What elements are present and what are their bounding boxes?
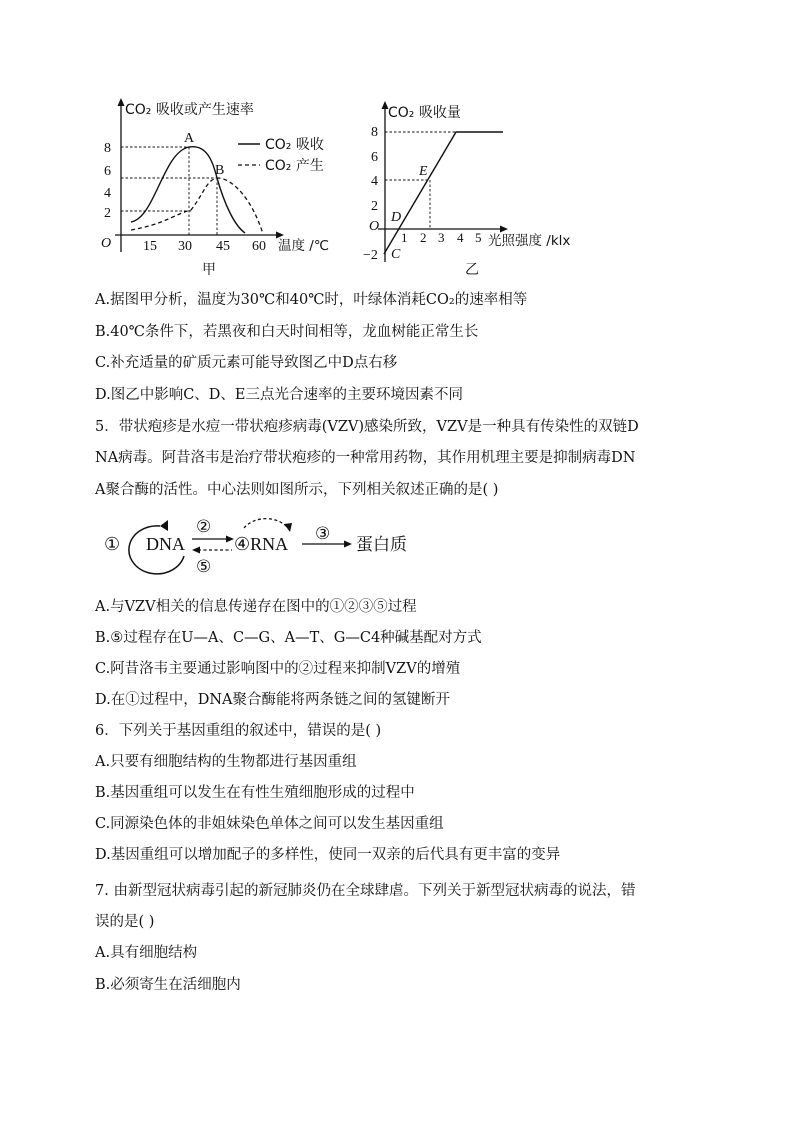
figure-yi [360, 92, 610, 282]
q5-stem-line1: 5．带状疱疹是水痘一带状疱疹病毒(VZV)感染所致，VZV是一种具有传染性的双链D [95, 419, 639, 435]
q5-option-a: A.与VZV相关的信息传递存在图中的①②③⑤过程 [95, 599, 417, 615]
yi-xtick: 5 [475, 230, 482, 245]
jia-ytick: 4 [104, 186, 111, 201]
yi-ytick: 2 [371, 199, 378, 214]
q4-option-b: B.40℃条件下，若黑夜和白天时间相等，龙血树能正常生长 [95, 324, 479, 340]
yi-caption: 乙 [465, 262, 479, 278]
jia-ylabel: CO₂ 吸收或产生速率 [125, 102, 254, 118]
dogma-label-1: ① [104, 534, 121, 554]
jia-ytick: 2 [104, 206, 111, 221]
q5-stem-line2: NA病毒。阿昔洛韦是治疗带状疱疹的一种常用药物，其作用机理主要是抑制病毒DN [95, 450, 636, 466]
yi-ylabel: CO₂ 吸收量 [388, 105, 461, 121]
q4-option-d: D.图乙中影响C、D、E三点光合速率的主要环境因素不同 [95, 387, 464, 403]
q5-option-b: B.⑤过程存在U—A、C—G、A—T、G—C4种碱基配对方式 [95, 630, 482, 646]
q5-option-c: C.阿昔洛韦主要通过影响图中的②过程来抑制VZV的增殖 [95, 661, 461, 677]
yi-ytick: 6 [371, 150, 378, 165]
jia-ytick: 8 [104, 141, 111, 156]
yi-xtick: 3 [438, 230, 445, 245]
dogma-transcription-arrow [226, 536, 234, 543]
jia-legend-absorb: CO₂ 吸收 [265, 137, 324, 153]
jia-caption: 甲 [202, 262, 216, 278]
yi-origin: O [369, 219, 380, 234]
jia-origin: O [101, 236, 112, 251]
yi-point-d: D [391, 210, 402, 225]
q6-option-a: A.只要有细胞结构的生物都进行基因重组 [95, 754, 357, 770]
yi-ytick: −2 [363, 248, 378, 263]
q6-option-d: D.基因重组可以增加配子的多样性，使同一双亲的后代具有更丰富的变异 [95, 847, 561, 863]
dogma-rna: ④RNA [234, 534, 289, 554]
yi-xtick: 2 [420, 230, 427, 245]
yi-ytick: 8 [371, 125, 378, 140]
jia-xtick: 15 [143, 239, 157, 254]
dogma-dna: DNA [146, 534, 185, 554]
jia-produce-curve [131, 178, 263, 234]
jia-point-a: A [184, 131, 195, 146]
q7-stem-line1: 7. 由新型冠状病毒引起的新冠肺炎仍在全球肆虐。下列关于新型冠状病毒的说法，错 [95, 883, 636, 899]
jia-xtick: 30 [178, 239, 192, 254]
central-dogma-diagram [100, 510, 430, 580]
q7-option-b: B.必须寄生在活细胞内 [95, 977, 241, 993]
yi-xlabel: 光照强度 /klx [488, 233, 571, 249]
q7-option-a: A.具有细胞结构 [95, 945, 198, 961]
yi-point-c: C [391, 247, 401, 262]
jia-legend-produce: CO₂ 产生 [265, 158, 324, 174]
q5-option-d: D.在①过程中，DNA聚合酶能将两条链之间的氢键断开 [95, 692, 451, 708]
q4-option-c: C.补充适量的矿质元素可能导致图乙中D点右移 [95, 355, 398, 371]
dogma-translation-arrow [344, 541, 352, 548]
q4-option-a: A.据图甲分析，温度为30℃和40℃时，叶绿体消耗CO₂的速率相等 [95, 292, 528, 308]
dogma-protein: 蛋白质 [356, 535, 407, 555]
dogma-label-3: ③ [315, 524, 331, 543]
q6-option-c: C.同源染色体的非姐妹染色单体之间可以发生基因重组 [95, 816, 444, 832]
yi-xtick: 1 [401, 230, 408, 245]
jia-xlabel: 温度 /℃ [278, 238, 330, 254]
jia-absorb-curve [131, 147, 245, 233]
q7-stem-line2: 误的是( ) [95, 914, 155, 930]
jia-xtick: 60 [252, 239, 266, 254]
q6-stem: 6．下列关于基因重组的叙述中，错误的是( ) [95, 723, 382, 739]
dogma-label-2: ② [196, 517, 212, 536]
dogma-replication-arrow [160, 520, 168, 531]
yi-point-e: E [419, 164, 428, 179]
figure-jia [95, 92, 355, 282]
yi-x-arrow [500, 226, 508, 233]
jia-ytick: 6 [104, 164, 111, 179]
jia-xtick: 45 [216, 239, 230, 254]
dogma-label-5: ⑤ [196, 557, 212, 576]
dogma-reverse-arrow [192, 547, 200, 554]
dogma-rna-loop [244, 519, 288, 528]
yi-xtick: 4 [457, 230, 464, 245]
jia-point-b: B [215, 163, 225, 178]
yi-ytick: 4 [371, 174, 378, 189]
q6-option-b: B.基因重组可以发生在有性生殖细胞形成的过程中 [95, 785, 415, 801]
jia-y-arrow [118, 98, 125, 106]
dogma-rna-loop-arrow [284, 523, 292, 532]
q5-stem-line3: A聚合酶的活性。中心法则如图所示，下列相关叙述正确的是( ) [95, 482, 499, 498]
